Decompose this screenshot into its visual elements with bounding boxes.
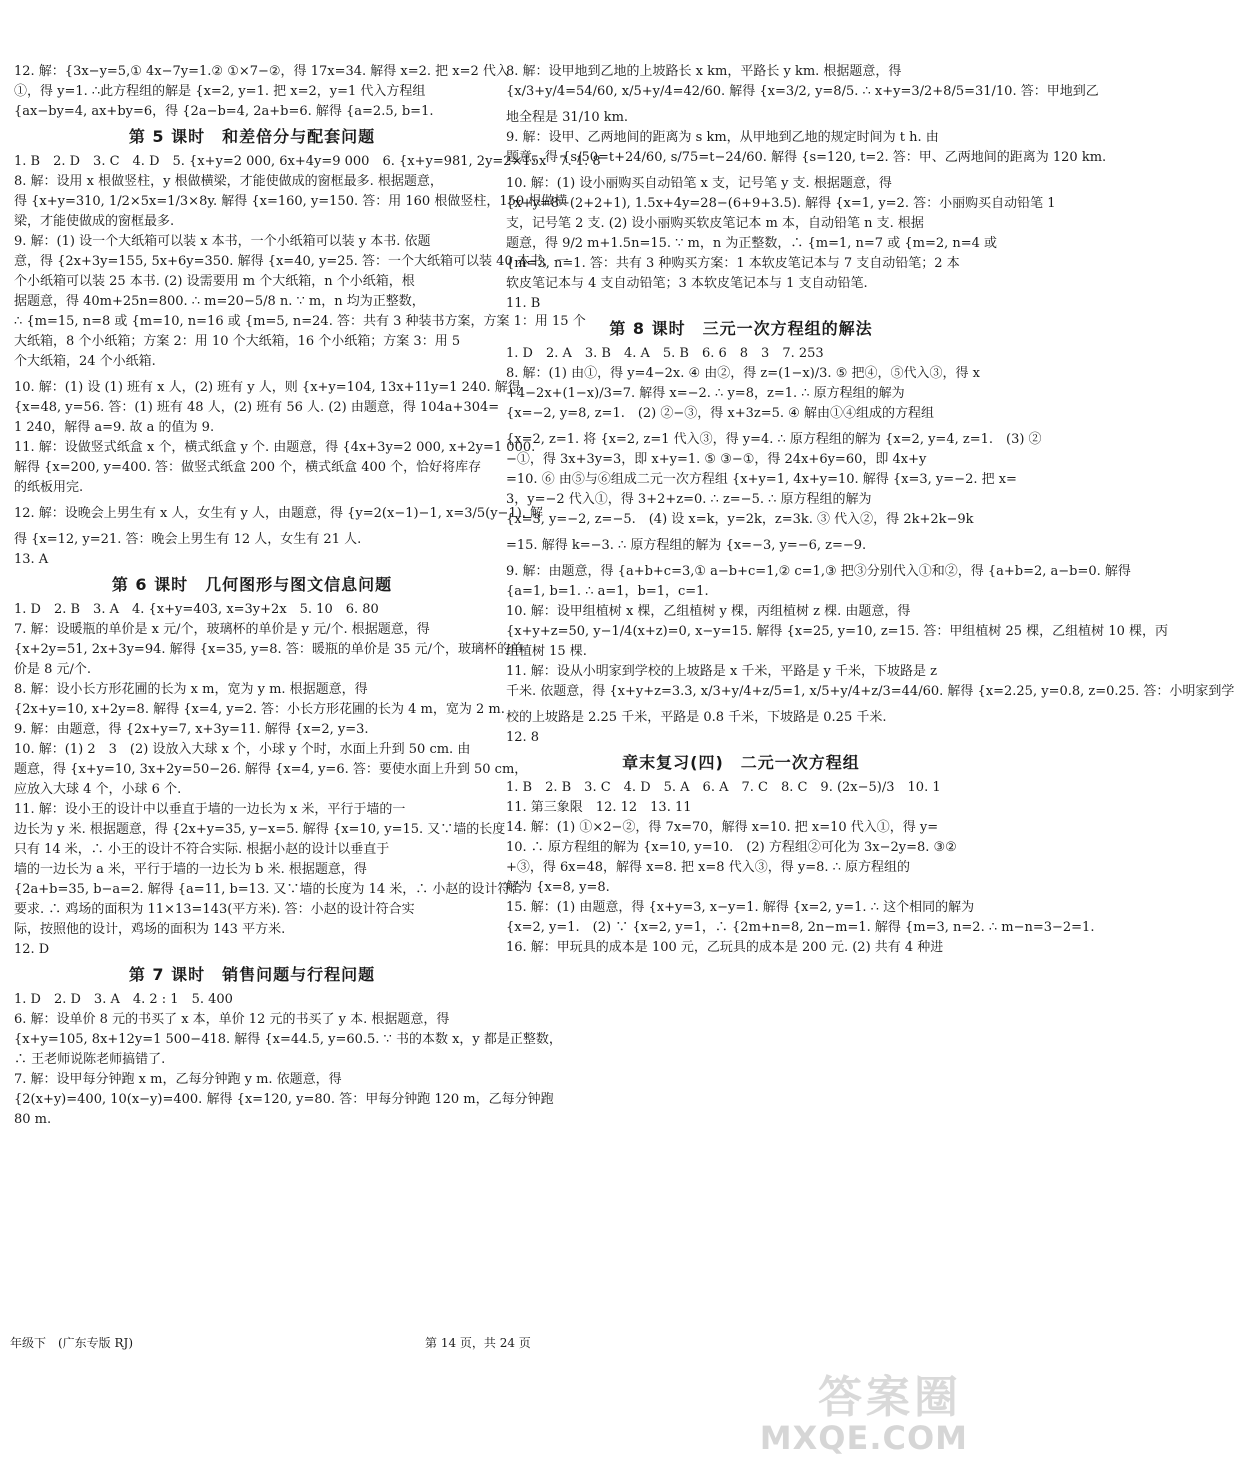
answer-line: 墙的一边长为 a 米，平行于墙的一边长为 b 米. 根据题意，得 xyxy=(14,862,367,877)
answer-line: 解为 {x=8, y=8. xyxy=(506,880,610,895)
answer-line: =10. ⑥ 由⑤与⑥组成二元一次方程组 {x+y=1, 4x+y=10. 解得 {x=3, y=−2. 把 x= xyxy=(506,472,1017,487)
watermark-text: 答案圈 xyxy=(818,1372,962,1423)
answer-line: 1 240，解得 a=9. 故 a 的值为 9. xyxy=(14,420,215,435)
answer-line: 9. 解：(1) 设一个大纸箱可以装 x 本书，一个小纸箱可以装 y 本书. 依题 xyxy=(14,234,431,249)
answer-line: {2x+y=10, x+2y=8. 解得 {x=4, y=2. 答：小长方形花圃的长为 4 m，宽为 2 m. xyxy=(14,702,505,717)
answer-line: 际，按照他的设计，鸡场的面积为 143 平方米. xyxy=(14,922,286,937)
answer-line: 题意，得 {s/50=t+24/60, s/75=t−24/60. 解得 {s=120, t=2. 答：甲、乙两地间的距离为 120 km. xyxy=(506,150,1107,165)
answer-line: 支，记号笔 2 支. (2) 设小丽购买软皮笔记本 m 本，自动铅笔 n 支. 根据 xyxy=(506,216,924,231)
answer-line: 据题意，得 40m+25n=800. ∴ m=20−5/8 n. ∵ m，n 均为正整数， xyxy=(14,294,425,309)
answer-line: 大纸箱，8 个小纸箱；方案 2：用 10 个大纸箱，16 个小纸箱；方案 3：用 5 xyxy=(14,334,461,349)
answer-line: 6. 解：设单价 8 元的书买了 x 本，单价 12 元的书买了 y 本. 根据题意，得 xyxy=(14,1012,450,1027)
section-title: 第 5 课时 和差倍分与配套问题 xyxy=(128,127,376,146)
answer-line: 地全程是 31/10 km. xyxy=(506,110,629,125)
answer-line: 要求. ∴ 鸡场的面积为 11×13=143(平方米). 答：小赵的设计符合实 xyxy=(14,902,415,917)
answer-line: {2a+b=35, b−a=2. 解得 {a=11, b=13. 又∵墙的长度为 14 米，∴ 小赵的设计符合 xyxy=(14,882,524,897)
answer-line: 题意，得 9/2 m+1.5n=15. ∵ m，n 为正整数，∴ {m=1, n=7 或 {m=2, n=4 或 xyxy=(506,236,998,251)
answer-line: 13. A xyxy=(14,552,49,567)
answer-line: ∴ 王老师说陈老师搞错了. xyxy=(14,1052,166,1067)
answer-line: +③，得 6x=48，解得 x=8. 把 x=8 代入③，得 y=8. ∴ 原方程组的 xyxy=(506,860,911,875)
answer-line: 10. ∴ 原方程组的解为 {x=10, y=10. (2) 方程组②可化为 3x−2y=8. ③② xyxy=(506,840,957,855)
answer-line: 12. D xyxy=(14,942,50,957)
answer-line: 个大纸箱，24 个小纸箱. xyxy=(14,354,156,369)
answer-line: 1. B 2. D 3. C 4. D 5. {x+y=2 000, 6x+4y=9 000 6. {x+y=981, 2y=2×15x 7. 1. 8 xyxy=(14,154,601,169)
section-title: 第 7 课时 销售问题与行程问题 xyxy=(128,965,376,984)
answer-line: 11. B xyxy=(506,296,541,311)
answer-line: 7. 解：设甲每分钟跑 x m，乙每分钟跑 y m. 依题意，得 xyxy=(14,1072,342,1087)
answer-line: 价是 8 元/个. xyxy=(14,662,92,677)
answer-line: {x/3+y/4=54/60, x/5+y/4=42/60. 解得 {x=3/2, y=8/5. ∴ x+y=3/2+8/5=31/10. 答：甲地到乙 xyxy=(506,84,1099,99)
answer-line: 12. 8 xyxy=(506,730,540,745)
answer-line: 1. B 2. B 3. C 4. D 5. A 6. A 7. C 8. C 9. (2x−5)/3 10. 1 xyxy=(506,780,941,795)
answer-line: {x+2y=51, 2x+3y=94. 解得 {x=35, y=8. 答：暖瓶的单价是 35 元/个，玻璃杯的单 xyxy=(14,642,524,657)
answer-line: 12. 解：设晚会上男生有 x 人，女生有 y 人，由题意，得 {y=2(x−1)−1, x=3/5(y−1). 解 xyxy=(14,506,544,521)
answer-line: {a=1, b=1. ∴ a=1，b=1，c=1. xyxy=(506,584,709,599)
answer-line: 11. 解：设做竖式纸盒 x 个，横式纸盒 y 个. 由题意，得 {4x+3y=2 000, x+2y=1 000. xyxy=(14,440,536,455)
answer-line: 题意，得 {x+y=10, 3x+2y=50−26. 解得 {x=4, y=6. 答：要使水面上升到 50 cm， xyxy=(14,762,528,777)
answer-line: ①，得 y=1. ∴此方程组的解是 {x=2, y=1. 把 x=2，y=1 代入方程组 xyxy=(14,84,426,99)
right-column xyxy=(506,62,1234,958)
section-title: 章末复习(四) 二元一次方程组 xyxy=(622,753,860,772)
answer-line: 梁，才能使做成的窗框最多. xyxy=(14,214,175,229)
answer-line: {x+y=8−(2+2+1), 1.5x+4y=28−(6+9+3.5). 解得 {x=1, y=2. 答：小丽购买自动铅笔 1 xyxy=(506,196,1056,211)
answer-line: {x=3, y=−2, z=−5. (4) 设 x=k，y=2k，z=3k. ③ 代入②，得 2k+2k−9k xyxy=(506,512,974,527)
answer-line: 8. 解：设用 x 根做竖柱，y 根做横梁，才能使做成的窗框最多. 根据题意， xyxy=(14,174,443,189)
footer-page-number: 第 14 页，共 24 页 xyxy=(425,1336,531,1350)
answer-line: 15. 解：(1) 由题意，得 {x+y=3, x−y=1. 解得 {x=2, y=1. ∴ 这个相同的解为 xyxy=(506,900,975,915)
answer-line: =15. 解得 k=−3. ∴ 原方程组的解为 {x=−3, y=−6, z=−9. xyxy=(506,538,867,553)
answer-line: 校的上坡路是 2.25 千米，平路是 0.8 千米，下坡路是 0.25 千米. xyxy=(506,710,887,725)
answer-line: 组植树 15 棵. xyxy=(506,644,587,659)
page-footer xyxy=(0,1330,1000,1354)
answer-line: 80 m. xyxy=(14,1112,52,1127)
answer-line: 11. 解：设小王的设计中以垂直于墙的一边长为 x 米，平行于墙的一 xyxy=(14,802,406,817)
answer-line: 千米. 依题意，得 {x+y+z=3.3, x/3+y/4+z/5=1, x/5+y/4+z/3=44/60. 解得 {x=2.25, y=0.8, z=0.25. 答：小明家到学 xyxy=(506,684,1234,699)
watermark-logo xyxy=(759,1353,982,1463)
answer-line: 10. 解：(1) 2 3 (2) 设放入大球 x 个，小球 y 个时，水面上升到 50 cm. 由 xyxy=(14,742,471,757)
answer-line: 1. D 2. A 3. B 4. A 5. B 6. 6 8 3 7. 253 xyxy=(506,346,824,361)
answer-line: 10. 解：(1) 设 (1) 班有 x 人，(2) 班有 y 人，则 {x+y=104, 13x+11y=1 240. 解得 xyxy=(14,380,521,395)
answer-line: 9. 解：由题意，得 {a+b+c=3,① a−b+c=1,② c=1,③ 把③分别代入①和②，得 {a+b=2, a−b=0. 解得 xyxy=(506,564,1131,579)
answer-line: 得 {x+y=310, 1/2×5x=1/3×8y. 解得 {x=160, y=150. 答：用 160 根做竖柱，150 根做横 xyxy=(14,194,568,209)
answer-line: 个小纸箱可以装 25 本书. (2) 设需要用 m 个大纸箱，n 个小纸箱，根 xyxy=(14,274,415,289)
answer-line: 解得 {x=200, y=400. 答：做竖式纸盒 200 个，横式纸盒 400 个，恰好将库存 xyxy=(14,460,482,475)
answer-line: ∴ {m=15, n=8 或 {m=10, n=16 或 {m=5, n=24. 答：共有 3 种装书方案，方案 1：用 15 个 xyxy=(14,314,586,329)
answer-line: 1. D 2. B 3. A 4. {x+y=403, x=3y+2x 5. 10 6. 80 xyxy=(14,602,379,617)
answer-line: 8. 解：设小长方形花圃的长为 x m，宽为 y m. 根据题意，得 xyxy=(14,682,368,697)
answer-line: 16. 解：甲玩具的成本是 100 元，乙玩具的成本是 200 元. (2) 共有 4 种进 xyxy=(506,940,944,955)
answer-line: {x+y+z=50, y−1/4(x+z)=0, x−y=15. 解得 {x=25, y=10, z=15. 答：甲组植树 25 棵，乙组植树 10 棵，丙 xyxy=(506,624,1168,639)
answer-line: 的纸板用完. xyxy=(14,480,84,495)
answer-line: 只有 14 米，∴ 小王的设计不符合实际. 根据小赵的设计以垂直于 xyxy=(14,842,390,857)
section-title: 第 6 课时 几何图形与图文信息问题 xyxy=(111,575,393,594)
section-title: 第 8 课时 三元一次方程组的解法 xyxy=(609,319,873,338)
answer-line: {x=−2, y=8, z=1. (2) ②−③，得 x+3z=5. ④ 解由①④组成的方程组 xyxy=(506,406,934,421)
answer-line: {2(x+y)=400, 10(x−y)=400. 解得 {x=120, y=80. 答：甲每分钟跑 120 m，乙每分钟跑 xyxy=(14,1092,554,1107)
answer-line: 11. 解：设从小明家到学校的上坡路是 x 千米，平路是 y 千米，下坡路是 z xyxy=(506,664,937,679)
answer-line: 9. 解：由题意，得 {2x+y=7, x+3y=11. 解得 {x=2, y=3. xyxy=(14,722,369,737)
answer-line: {m=3, n=1. 答：共有 3 种购买方案：1 本软皮笔记本与 7 支自动铅笔；2 本 xyxy=(506,256,960,271)
answer-line: {ax−by=4, ax+by=6，得 {2a−b=4, 2a+b=6. 解得 {a=2.5, b=1. xyxy=(14,104,434,119)
answer-line: {x=2, z=1. 将 {x=2, z=1 代入③，得 y=4. ∴ 原方程组的解为 {x=2, y=4, z=1. (3) ② xyxy=(506,432,1042,447)
answer-line: 10. 解：设甲组植树 x 棵，乙组植树 y 棵，丙组植树 z 棵. 由题意，得 xyxy=(506,604,911,619)
answer-line: 意，得 {2x+3y=155, 5x+6y=350. 解得 {x=40, y=25. 答：一个大纸箱可以装 40 本书，一 xyxy=(14,254,569,269)
answer-line: 8. 解：(1) 由①，得 y=4−2x. ④ 由②，得 z=(1−x)/3. ⑤ 把④，⑤代入③，得 x xyxy=(506,366,980,381)
answer-line: 3，y=−2 代入①，得 3+2+z=0. ∴ z=−5. ∴ 原方程组的解为 xyxy=(506,492,872,507)
watermark-url: MXQE.COM xyxy=(759,1419,968,1457)
answer-line: {x=2, y=1. (2) ∵ {x=2, y=1，∴ {2m+n=8, 2n−m=1. 解得 {m=3, n=2. ∴ m−n=3−2=1. xyxy=(506,920,1095,935)
answer-line: 7. 解：设暖瓶的单价是 x 元/个，玻璃杯的单价是 y 元/个. 根据题意，得 xyxy=(14,622,430,637)
answer-line: 14. 解：(1) ①×2−②，得 7x=70，解得 x=10. 把 x=10 代入①，得 y= xyxy=(506,820,939,835)
answer-line: 应放入大球 4 个，小球 6 个. xyxy=(14,782,182,797)
answer-line: 得 {x=12, y=21. 答：晚会上男生有 12 人，女生有 21 人. xyxy=(14,532,362,547)
footer-grade: 年级下 (广东专版 RJ) xyxy=(10,1336,134,1350)
answer-line: 边长为 y 米. 根据题意，得 {2x+y=35, y−x=5. 解得 {x=10, y=15. 又∵墙的长度 xyxy=(14,822,506,837)
answer-line: −①，得 3x+3y=3，即 x+y=1. ⑤ ③−①，得 24x+6y=60，即 4x+y xyxy=(506,452,927,467)
answer-line: {x=48, y=56. 答：(1) 班有 48 人，(2) 班有 56 人. (2) 由题意，得 104a+304= xyxy=(14,400,500,415)
answer-line: +4−2x+(1−x)/3=7. 解得 x=−2. ∴ y=8，z=1. ∴ 原方程组的解为 xyxy=(506,386,905,401)
answer-line: {x+y=105, 8x+12y=1 500−418. 解得 {x=44.5, y=60.5. ∵ 书的本数 x，y 都是正整数， xyxy=(14,1032,562,1047)
answer-line: 1. D 2. D 3. A 4. 2 : 1 5. 400 xyxy=(14,992,233,1007)
answer-line: 9. 解：设甲、乙两地间的距离为 s km，从甲地到乙地的规定时间为 t h. 由 xyxy=(506,130,939,145)
answer-line: 12. 解：{3x−y=5,① 4x−7y=1.② ①×7−②，得 17x=34. 解得 x=2. 把 x=2 代入 xyxy=(14,64,509,79)
answer-line: 11. 第三象限 12. 12 13. 11 xyxy=(506,800,692,815)
answer-line: 10. 解：(1) 设小丽购买自动铅笔 x 支，记号笔 y 支. 根据题意，得 xyxy=(506,176,892,191)
answer-line: 软皮笔记本与 4 支自动铅笔；3 本软皮笔记本与 1 支自动铅笔. xyxy=(506,276,868,291)
answer-line: 8. 解：设甲地到乙地的上坡路长 x km，平路长 y km. 根据题意，得 xyxy=(506,64,902,79)
